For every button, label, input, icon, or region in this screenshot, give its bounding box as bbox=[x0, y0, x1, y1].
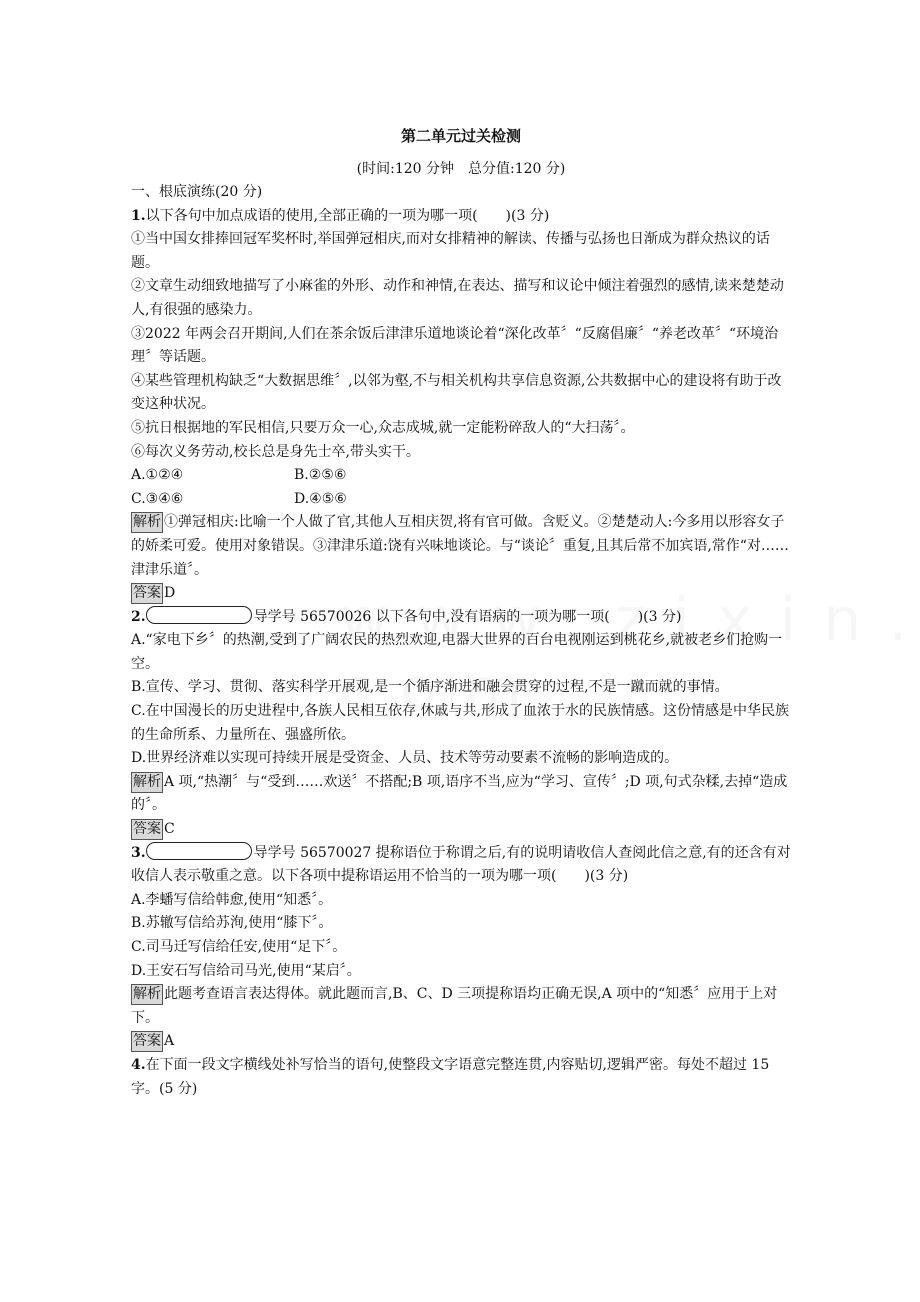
answer-text: D bbox=[164, 585, 176, 602]
question-text: 以下各句中加点成语的使用,全部正确的一项为哪一项( )(3 分) bbox=[145, 207, 550, 224]
q1-item: ③2022 年两会召开期间,人们在茶余饭后津津乐道地谈论着“深化改革〞“反腐倡廉〞“养老改革〞“环境治理〞等话题。 bbox=[131, 325, 779, 366]
page-subtitle: (时间:120 分钟 总分值:120 分) bbox=[356, 161, 566, 177]
guide-number-badge bbox=[146, 606, 252, 624]
document-page bbox=[131, 120, 791, 1101]
q1-options-row-1 bbox=[131, 464, 791, 488]
q1-answer bbox=[131, 582, 791, 606]
q3-analysis bbox=[131, 983, 791, 1030]
q2-answer bbox=[131, 818, 791, 842]
q2-option: A.“家电下乡〞的热潮,受到了广阔农民的热烈欢迎,电器大世界的百台电视刚运到桃花乡,就被老乡们抢购一空。 bbox=[131, 632, 783, 672]
answer-tag: 答案 bbox=[131, 1031, 163, 1052]
question-text: 导学号 56570027 提称语位于称谓之后,有的说明请收信人查阅此信之意,有的还含有对收信人表示敬重之意。以下各项中提称语运用不恰当的一项为哪一项( )(3 分) bbox=[131, 844, 791, 885]
q2-option: C.在中国漫长的历史进程中,各族人民相互依存,休戚与共,形成了血浓于水的民族情感。这份情感是中华民族的生命所系、力量所在、强盛所依。 bbox=[131, 703, 790, 743]
q3-option: A.李蟠写信给韩愈,使用“知悉〞。 bbox=[131, 891, 333, 908]
q3-option: B.苏辙写信给苏洵,使用“膝下〞。 bbox=[131, 915, 333, 932]
q1-item: ②文章生动细致地描写了小麻雀的外形、动作和神情,在表达、描写和议论中倾注着强烈的感情,读来楚楚动人,有很强的感染力。 bbox=[131, 278, 784, 318]
question-number: 1. bbox=[131, 207, 146, 224]
analysis-text: 此题考查语言表达得体。就此题而言,B、C、D 三项提称语均正确无误,A 项中的“知悉〞应用于上对下。 bbox=[131, 986, 778, 1026]
question-3-stem bbox=[131, 842, 791, 889]
q2-option: B.宣传、学习、贯彻、落实科学开展观,是一个循序渐进和融会贯穿的过程,不是一蹴而就的事情。 bbox=[131, 679, 729, 696]
question-number: 2. bbox=[131, 608, 146, 625]
question-text: 导学号 56570026 以下各句中,没有语病的一项为哪一项( )(3 分) bbox=[253, 608, 682, 625]
question-4-stem bbox=[131, 1054, 791, 1101]
q2-analysis bbox=[131, 771, 791, 818]
analysis-tag: 解析 bbox=[131, 512, 163, 533]
page-title: 第二单元过关检测 bbox=[400, 127, 521, 145]
section-heading: 一、根底演练(20 分) bbox=[131, 184, 263, 200]
q3-option: D.王安石写信给司马光,使用“某启〞。 bbox=[131, 962, 361, 979]
q3-option: C.司马迁写信给任安,使用“足下〞。 bbox=[131, 939, 347, 955]
guide-number-badge bbox=[146, 842, 252, 860]
option-c: C.③④⑥ bbox=[131, 490, 184, 507]
answer-text: A bbox=[164, 1033, 175, 1050]
analysis-tag: 解析 bbox=[131, 772, 163, 793]
q3-answer bbox=[131, 1030, 791, 1054]
question-number: 3. bbox=[131, 844, 146, 861]
analysis-text: A 项,“热潮〞与“受到……欢送〞不搭配;B 项,语序不当,应为“学习、宣传〞;D 项,句式杂糅,去掉“造成的〞。 bbox=[131, 773, 788, 814]
q2-option: D.世界经济难以实现可持续开展是受资金、人员、技术等劳动要素不流畅的影响造成的。 bbox=[131, 750, 679, 767]
q1-item: ①当中国女排捧回冠军奖杯时,举国弹冠相庆,而对女排精神的解读、传播与弘扬也日渐成为群众热议的话题。 bbox=[131, 231, 770, 271]
option-b: B.②⑤⑥ bbox=[294, 467, 347, 484]
q1-analysis bbox=[131, 511, 791, 582]
q1-item: ⑥每次义务劳动,校长总是身先士卒,带头实干。 bbox=[131, 443, 420, 460]
question-number: 4. bbox=[131, 1056, 146, 1073]
answer-tag: 答案 bbox=[131, 819, 163, 840]
q1-item: ④某些管理机构缺乏“大数据思维〞,以邻为壑,不与相关机构共享信息资源,公共数据中心的建设将有助于改变这种状况。 bbox=[131, 372, 782, 413]
q1-item: ⑤抗日根据地的军民相信,只要万众一心,众志成城,就一定能粉碎敌人的“大扫荡〞。 bbox=[131, 419, 635, 436]
question-1-stem bbox=[131, 205, 791, 229]
answer-tag: 答案 bbox=[131, 583, 163, 604]
question-text: 在下面一段文字横线处补写恰当的语句,使整段文字语意完整连贯,内容贴切,逻辑严密。每处不超过 15 字。(5 分) bbox=[131, 1056, 770, 1097]
q1-options-row-2 bbox=[131, 488, 791, 512]
answer-text: C bbox=[164, 821, 175, 838]
option-d: D.④⑤⑥ bbox=[294, 490, 347, 507]
question-2-stem bbox=[131, 606, 791, 630]
option-a: A.①②④ bbox=[131, 467, 184, 484]
analysis-text: ①弹冠相庆:比喻一个人做了官,其他人互相庆贺,将有官可做。含贬义。②楚楚动人:今多用以形容女子的娇柔可爱。使用对象错误。③津津乐道:饶有兴味地谈论。与“谈论〞重复,且其后常不加宾语,常作“对……津津乐道〞。 bbox=[131, 514, 789, 578]
analysis-tag: 解析 bbox=[131, 984, 163, 1005]
